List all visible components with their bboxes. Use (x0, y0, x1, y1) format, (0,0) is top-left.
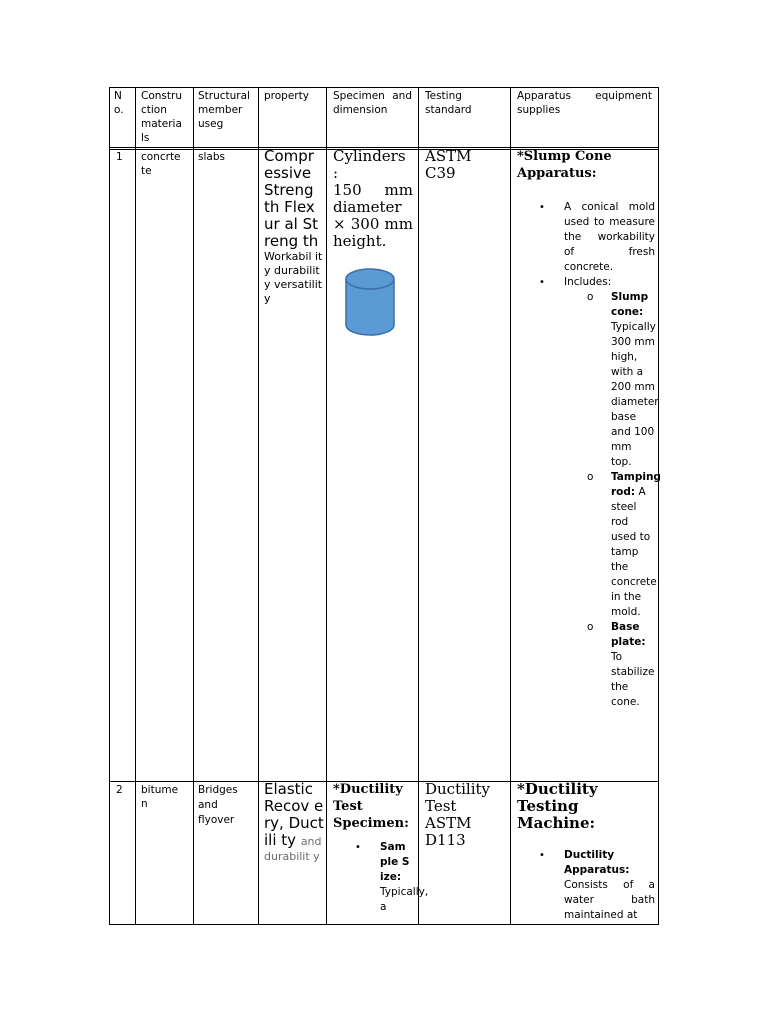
row1-specimen-a: Cylinders : (333, 147, 406, 182)
row1-specimen (333, 148, 413, 250)
bullet-marker: • (355, 842, 361, 853)
bullet-marker: • (539, 850, 545, 861)
bullet-marker: • (539, 202, 545, 213)
header-no: N o. (114, 90, 124, 116)
row2-property-gray: durabilit y (264, 850, 320, 863)
sub-bullet-marker: o (587, 621, 594, 633)
row2-material: bitume n (141, 784, 179, 810)
row1-bullet-1: • A conical mold used to measure the workability of fresh concrete. (539, 201, 655, 273)
row2-standard: Ductility Test ASTM D113 (425, 780, 491, 849)
row1-bullet-2: • Includes: (539, 276, 612, 288)
header-member: Structural member useg (198, 90, 250, 130)
bullet-marker: • (539, 277, 545, 288)
row2-specimen-title: *Ductility Test Specimen: (333, 782, 409, 831)
row1-standard: ASTM C39 (425, 147, 472, 182)
row1-sub-3: o Base plate: To stabilize the cone. (587, 621, 655, 708)
row2-property (264, 781, 324, 864)
row1-property (264, 148, 324, 306)
row1-sub-1: o Slump cone: Typically 300 mm high, with a 200 mm diameter base and 100 mm top. (587, 291, 659, 468)
row2-specimen (333, 781, 429, 915)
row1-no: 1 (116, 151, 123, 163)
header-material: Constru ction materia ls (141, 90, 182, 144)
row2-property-main: Elastic Recov ery, Ductili ty and (264, 780, 324, 849)
row1-property-sub: Workabil ity durabilit y versatilit y (264, 250, 323, 305)
header-property: property (264, 90, 309, 102)
header-standard: Testing standard (425, 90, 472, 116)
row1-apparatus-title: *Slump Cone Apparatus: (517, 149, 612, 181)
row1-material: concrte te (141, 151, 181, 177)
row2-specimen-bullet: • Sample Size: Typically, a (355, 841, 429, 913)
row1-specimen-b: 150 mm diameter × 300 mm height. (333, 181, 413, 250)
row1-sub-2: o Tamping rod: A steel rod used to tamp the concrete in the mold. (587, 471, 661, 618)
sub-bullet-marker: o (587, 471, 594, 483)
row1-member: slabs (198, 151, 225, 163)
row2-member: Bridges and flyover (198, 784, 238, 826)
row1-apparatus (517, 148, 661, 710)
row2-apparatus-title: *Ductility Testing Machine: (517, 780, 598, 832)
row2-bullet-1: • Ductility Apparatus: Consists of a water bath maintained at (539, 849, 655, 921)
header-apparatus: Apparatus equipment supplies (517, 90, 652, 116)
row1-property-main: Compr essive Streng th Flexur al Streng th (264, 147, 319, 250)
row2-no: 2 (116, 784, 123, 796)
row2-apparatus (517, 781, 655, 923)
cylinder-specimen-image (344, 268, 396, 338)
header-specimen: Specimen and dimension (333, 90, 412, 116)
sub-bullet-marker: o (587, 291, 594, 303)
